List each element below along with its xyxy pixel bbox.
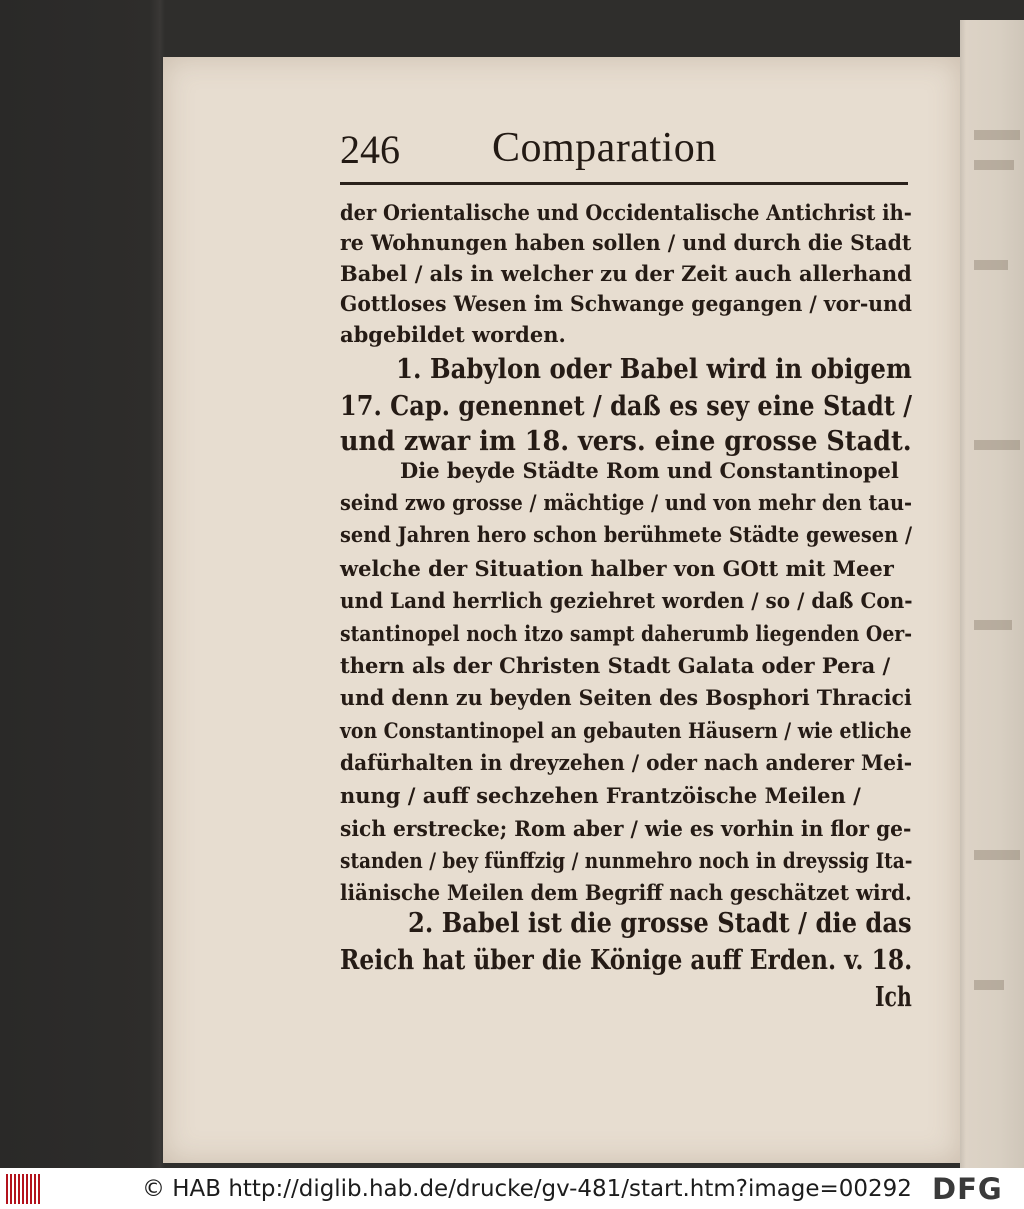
text-line: Gottloses Wesen im Schwange gegangen / vor-und	[340, 291, 912, 316]
header-rule	[340, 182, 908, 185]
text-line: 17. Cap. genennet / daß es sey eine Stadt /	[340, 391, 913, 422]
text-line: dafürhalten in dreyzehen / oder nach anderer Mei-	[340, 750, 913, 775]
footer-bar	[0, 1168, 1024, 1209]
adjacent-page-edge	[960, 20, 1024, 1168]
text-line: und zwar im 18. vers. eine grosse Stadt.	[340, 426, 912, 457]
text-line: der Orientalische und Occidentalische Antichrist ih-	[340, 200, 912, 225]
text-line: nung / auff sechzehen Frantzöische Meilen /	[340, 783, 861, 808]
catchword: Ich	[875, 982, 912, 1013]
text-line: 1. Babylon oder Babel wird in obigem	[396, 354, 912, 385]
text-line: re Wohnungen haben sollen / und durch die Stadt	[340, 230, 912, 255]
text-line: standen / bey fünffzig / nunmehro noch in dreyssig Ita-	[340, 848, 913, 873]
text-line: von Constantinopel an gebauten Häusern / wie etliche	[340, 718, 912, 743]
text-line: abgebildet worden.	[340, 322, 566, 347]
text-line: sich erstrecke; Rom aber / wie es vorhin in flor ge-	[340, 816, 912, 841]
page-number: 246	[340, 127, 400, 172]
dfg-logo: DFG	[932, 1172, 1003, 1206]
text-line: seind zwo grosse / mächtige / und von mehr den tau-	[340, 490, 913, 515]
text-line: welche der Situation halber von GOtt mit Meer	[340, 556, 894, 581]
text-line: und denn zu beyden Seiten des Bosphori Thracici	[340, 685, 912, 710]
text-line: liänische Meilen dem Begriff nach geschätzet wird.	[340, 880, 912, 905]
text-line: Babel / als in welcher zu der Zeit auch allerhand	[340, 261, 912, 286]
text-line: stantinopel noch itzo sampt daherumb liegenden Oer-	[340, 621, 913, 646]
hab-logo-icon	[6, 1174, 42, 1204]
text-line: send Jahren hero schon berühmete Städte gewesen /	[340, 522, 913, 547]
text-line: 2. Babel ist die grosse Stadt / die das	[408, 908, 912, 939]
text-line: Die beyde Städte Rom und Constantinopel	[400, 458, 899, 483]
text-line: thern als der Christen Stadt Galata oder Pera /	[340, 653, 891, 678]
source-credit: © HAB http://diglib.hab.de/drucke/gv-481/start.htm?image=00292	[142, 1176, 912, 1202]
page-header	[340, 124, 908, 188]
text-line: und Land herrlich geziehret worden / so / daß Con-	[340, 588, 913, 613]
text-line: Reich hat über die Könige auff Erden. v. 18.	[340, 945, 913, 976]
running-title: Comparation	[492, 125, 717, 171]
